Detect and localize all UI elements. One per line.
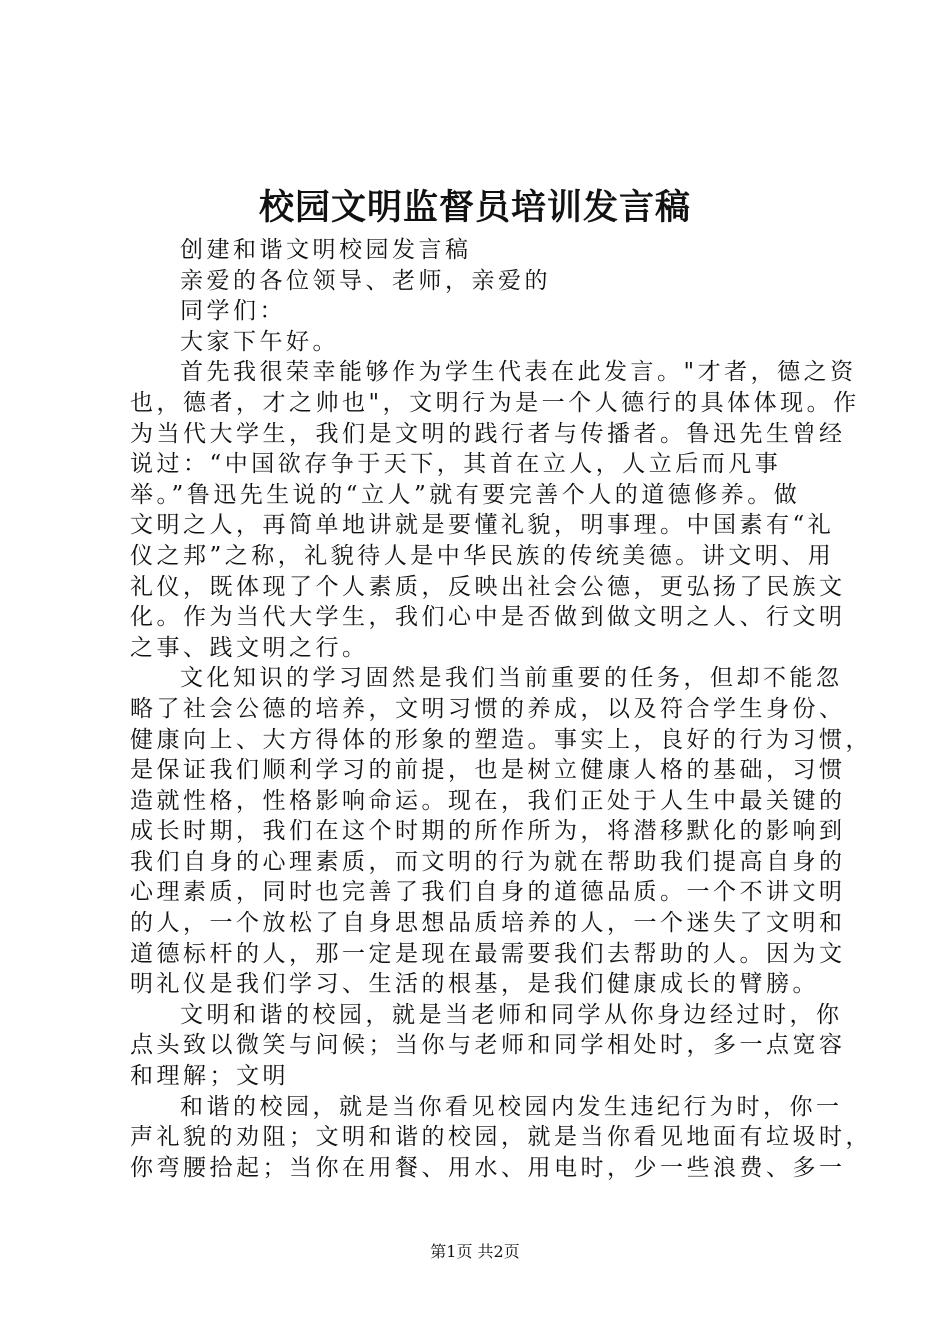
- page-footer: 第1页 共2页: [430, 1242, 520, 1261]
- text-line: 的人，一个放松了自身思想品质培养的人，一个迷失了文明和: [130, 910, 846, 937]
- text-line: 和谐的校园，就是当你看见校园内发生违纪行为时，你一: [180, 1093, 843, 1120]
- text-line: 略了社会公德的培养，文明习惯的养成，以及符合学生身份、: [130, 695, 846, 722]
- text-line: 文明之人，再简单地讲就是要懂礼貌，明事理。中国素有“礼: [130, 512, 835, 539]
- text-line: 大家下午好。: [180, 328, 339, 355]
- text-line: 声礼貌的劝阻；文明和谐的校园，就是当你看见地面有垃圾时，: [130, 1124, 872, 1151]
- text-line: 化。作为当代大学生，我们心中是否做到做文明之人、行文明: [130, 604, 846, 631]
- text-line: 礼仪，既体现了个人素质，反映出社会公德，更弘扬了民族文: [130, 573, 846, 600]
- text-line: 明礼仪是我们学习、生活的根基，是我们健康成长的臂膀。: [130, 971, 819, 998]
- text-line: 文化知识的学习固然是我们当前重要的任务，但却不能忽: [180, 665, 843, 692]
- text-line: 仪之邦”之称，礼貌待人是中华民族的传统美德。讲文明、用: [130, 542, 835, 569]
- text-line: 亲爱的各位领导、老师，亲爱的: [180, 267, 551, 294]
- text-line: 同学们：: [180, 298, 286, 325]
- text-line: 道德标杆的人，那一定是现在最需要我们去帮助的人。因为文: [130, 940, 846, 967]
- text-line: 文明和谐的校园，就是当老师和同学从你身边经过时，你: [180, 1001, 843, 1028]
- text-line: 举。”鲁迅先生说的“立人”就有要完善个人的道德修养。做: [130, 481, 801, 508]
- text-line: 健康向上、大方得体的形象的塑造。事实上，良好的行为习惯，: [130, 726, 872, 753]
- text-line: 首先我很荣幸能够作为学生代表在此发言。"才者，德之资: [180, 359, 857, 386]
- document-title: 校园文明监督员培训发言稿: [258, 187, 691, 228]
- text-line: 心理素质，同时也完善了我们自身的道德品质。一个不讲文明: [130, 879, 846, 906]
- text-line: 也，德者，才之帅也"，文明行为是一个人德行的具体体现。作: [130, 389, 860, 416]
- text-line: 点头致以微笑与问候；当你与老师和同学相处时，多一点宽容: [130, 1032, 846, 1059]
- text-line: 是保证我们顺利学习的前提，也是树立健康人格的基础，习惯: [130, 757, 846, 784]
- text-line: 说过：“中国欲存争于天下，其首在立人，人立后而凡事: [130, 451, 782, 478]
- text-line: 创建和谐文明校园发言稿: [180, 237, 472, 263]
- text-line: 你弯腰拾起；当你在用餐、用水、用电时，少一些浪费、多一: [130, 1154, 846, 1181]
- text-line: 之事、践文明之行。: [130, 634, 369, 661]
- text-line: 造就性格，性格影响命运。现在，我们正处于人生中最关键的: [130, 787, 846, 814]
- text-line: 我们自身的心理素质，而文明的行为就在帮助我们提高自身的: [130, 848, 846, 875]
- text-line: 成长时期，我们在这个时期的所作所为，将潜移默化的影响到: [130, 818, 846, 845]
- text-line: 和理解；文明: [130, 1063, 289, 1090]
- document-body: [130, 235, 872, 1183]
- text-line: 为当代大学生，我们是文明的践行者与传播者。鲁迅先生曾经: [130, 420, 846, 447]
